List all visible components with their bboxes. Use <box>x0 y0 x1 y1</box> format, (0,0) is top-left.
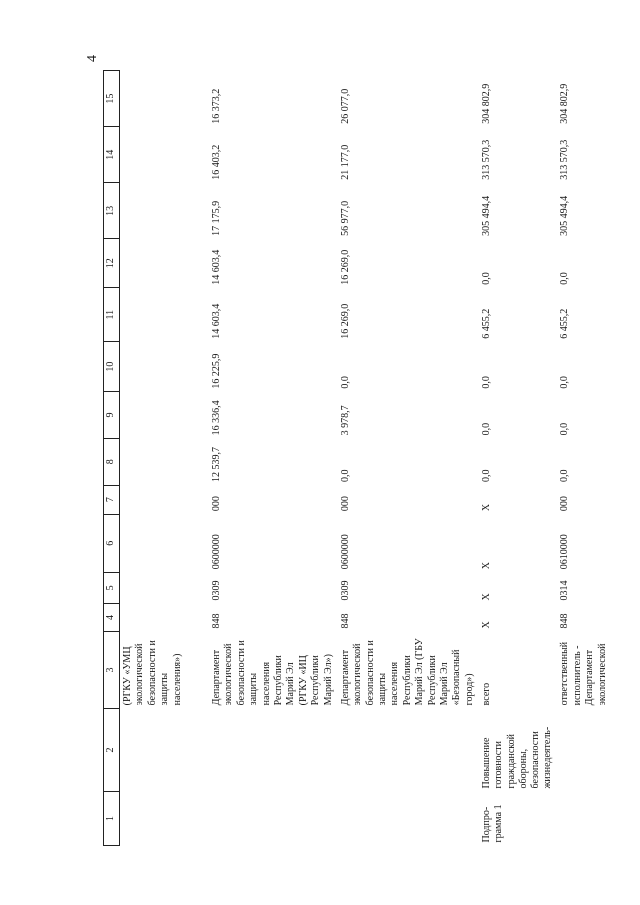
value-cell: 16 373,2 <box>211 88 222 124</box>
value-cell: 3 978,7 <box>339 405 351 436</box>
value-cell <box>120 183 210 239</box>
header-cell: 2 <box>104 708 120 791</box>
target-article-cell: 0600000 <box>211 534 222 570</box>
target-article-cell <box>120 514 210 572</box>
value-cell: 21 177,0 <box>339 144 351 180</box>
value-cell <box>120 127 210 183</box>
value-cell: 0,0 <box>481 422 493 436</box>
value-cell <box>120 392 210 439</box>
executor-cell: (РГКУ «УМЦ экологической безопасности и защиты населения») <box>122 640 183 706</box>
value-cell: 0,0 <box>559 422 571 436</box>
header-cell: 8 <box>104 438 120 485</box>
executor-cell: Департамент экологической безопасности и защиты населения Республики Марий Эл (РГКУ «ИЦ Республики Марий Эл») <box>211 640 334 706</box>
value-cell: 313 570,3 <box>481 139 493 180</box>
value-cell: 305 494,4 <box>481 195 493 236</box>
value-cell: 0,0 <box>481 272 493 285</box>
value-cell <box>120 288 210 342</box>
header-cell: 7 <box>104 485 120 514</box>
grbs-cell <box>120 603 210 631</box>
value-cell: 0,0 <box>339 469 351 483</box>
executor-cell: Департамент экологической безопасности и защиты населения Республики Марий Эл (ГБУ Республики Марий Эл «Безопасный город») <box>339 638 475 706</box>
grbs-cell: Х <box>481 621 493 629</box>
value-cell: 0,0 <box>559 272 571 285</box>
value-cell: 0,0 <box>481 376 493 389</box>
page-number: 4 <box>85 55 100 62</box>
table-row <box>338 71 479 846</box>
header-cell: 4 <box>104 603 120 631</box>
table-row <box>557 71 612 846</box>
expense-type-cell: 000 <box>211 496 222 512</box>
value-cell: 17 175,9 <box>211 200 222 236</box>
section-cell <box>120 572 210 603</box>
value-cell: 0,0 <box>481 469 493 483</box>
value-cell: 16 225,9 <box>211 353 222 389</box>
table-row <box>479 71 557 846</box>
table-row <box>120 71 210 846</box>
value-cell: 16 403,2 <box>211 144 222 180</box>
program-name-cell <box>338 708 479 791</box>
header-cell: 13 <box>104 183 120 239</box>
program-name-cell <box>209 708 338 791</box>
column-number-header <box>104 71 120 846</box>
value-cell: 26 077,0 <box>339 88 351 124</box>
expense-type-cell: 000 <box>339 496 351 512</box>
header-cell: 3 <box>104 632 120 709</box>
section-cell: 0314 <box>559 580 571 601</box>
grbs-cell: 848 <box>559 613 571 629</box>
value-cell <box>120 239 210 288</box>
program-cell <box>338 791 479 845</box>
value-cell: 0,0 <box>339 376 351 389</box>
value-cell: 56 977,0 <box>339 200 351 236</box>
target-article-cell: 0610000 <box>559 534 571 570</box>
grbs-cell: 848 <box>211 613 222 629</box>
header-cell: 5 <box>104 572 120 603</box>
value-cell: 16 269,0 <box>339 303 351 339</box>
value-cell: 305 494,4 <box>559 195 571 236</box>
value-cell: 6 455,2 <box>559 308 571 339</box>
expense-type-cell: 000 <box>559 496 571 512</box>
value-cell: 0,0 <box>559 376 571 389</box>
value-cell: 313 570,3 <box>559 139 571 180</box>
target-article-cell: 0600000 <box>339 534 351 570</box>
value-cell: 16 336,4 <box>211 400 222 436</box>
value-cell <box>120 342 210 392</box>
header-cell: 12 <box>104 239 120 288</box>
target-article-cell: Х <box>481 562 493 570</box>
header-cell: 1 <box>104 791 120 845</box>
value-cell: 14 603,4 <box>211 249 222 285</box>
program-cell <box>120 791 210 845</box>
header-cell: 9 <box>104 392 120 439</box>
program-cell <box>557 791 612 845</box>
program-name-cell <box>120 708 210 791</box>
program-cell: Подпро- грамма 1 <box>481 804 505 843</box>
header-cell: 11 <box>104 288 120 342</box>
expense-type-cell <box>120 485 210 514</box>
rotated-table-sheet <box>103 70 608 846</box>
header-cell: 6 <box>104 514 120 572</box>
header-cell: 14 <box>104 127 120 183</box>
expense-type-cell: Х <box>481 503 493 512</box>
value-cell <box>120 71 210 127</box>
section-cell: 0309 <box>339 580 351 601</box>
budget-table <box>103 70 612 846</box>
program-cell <box>209 791 338 845</box>
executor-cell: ответственный исполнитель - Департамент экологической <box>559 641 608 706</box>
value-cell: 16 269,0 <box>339 249 351 285</box>
executor-cell: всего <box>481 682 493 706</box>
value-cell: 12 539,7 <box>211 447 222 483</box>
program-name-cell: Повышение готовности гражданской обороны, безопасности жизнедеятель- <box>481 726 554 789</box>
program-name-cell <box>557 708 612 791</box>
value-cell: 6 455,2 <box>481 308 493 339</box>
section-cell: 0309 <box>211 580 222 601</box>
value-cell: 304 802,9 <box>559 83 571 124</box>
grbs-cell: 848 <box>339 613 351 629</box>
header-cell: 15 <box>104 71 120 127</box>
value-cell: 14 603,4 <box>211 303 222 339</box>
value-cell <box>120 438 210 485</box>
value-cell: 0,0 <box>559 469 571 483</box>
value-cell: 304 802,9 <box>481 83 493 124</box>
header-cell: 10 <box>104 342 120 392</box>
table-row <box>209 71 338 846</box>
section-cell: Х <box>481 593 493 601</box>
